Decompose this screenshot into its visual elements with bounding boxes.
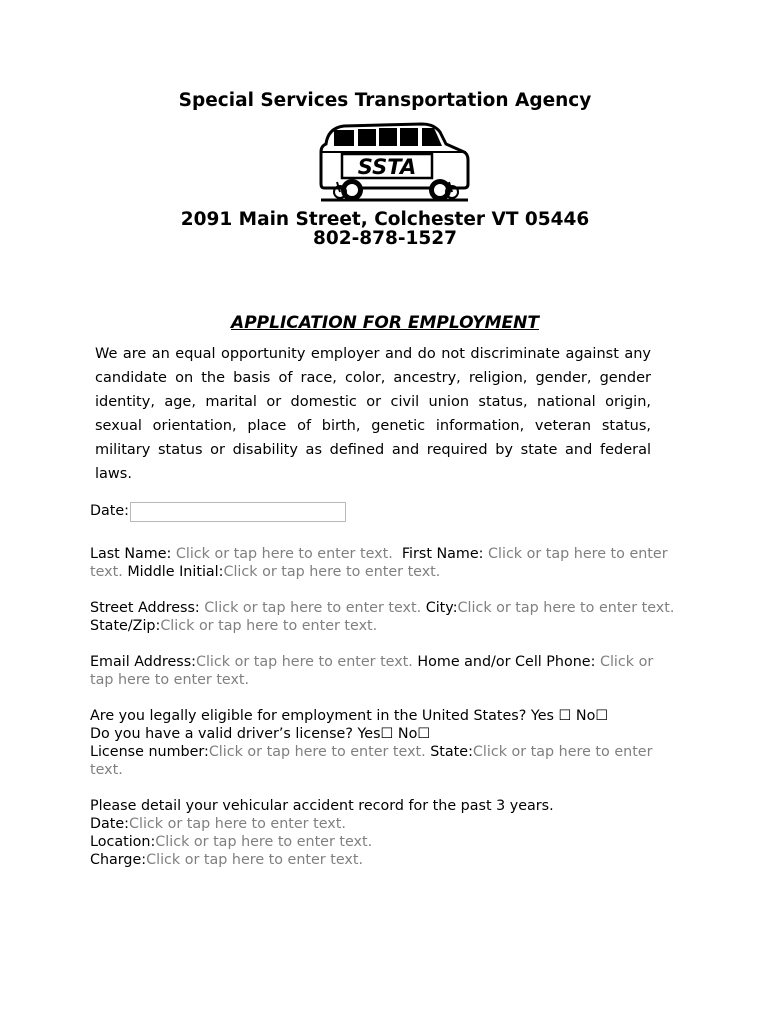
accident-charge-row bbox=[90, 851, 680, 869]
equal-opportunity-statement: We are an equal opportunity employer and do not discriminate against any candidate on the basis of race, color, ancestry, religion, gender, gender identity, age, marital or domestic or civil union status, national origin, sexual orientation, place of birth, genetic information, veteran status, military status or disability as defined and required by state and federal laws. bbox=[95, 346, 651, 482]
accident-heading: Please detail your vehicular accident record for the past 3 years. bbox=[90, 798, 554, 814]
eligibility-row bbox=[90, 707, 680, 725]
eligible-yes-checkbox[interactable]: ☐ bbox=[558, 708, 572, 724]
date-field[interactable] bbox=[130, 502, 346, 522]
license-yes-checkbox[interactable]: ☐ bbox=[380, 726, 394, 742]
city-label: City: bbox=[425, 600, 458, 616]
email-label: Email Address: bbox=[90, 654, 196, 670]
phone-label: Home and/or Cell Phone: bbox=[417, 654, 600, 670]
license-no-checkbox[interactable]: ☐ bbox=[417, 726, 431, 742]
middle-initial-label: Middle Initial: bbox=[127, 564, 224, 580]
accident-location-row bbox=[90, 833, 680, 851]
license-row bbox=[90, 725, 680, 743]
license-state-label: State: bbox=[430, 744, 473, 760]
license-no-label: No bbox=[393, 726, 418, 742]
date-label: Date: bbox=[90, 503, 129, 519]
name-section bbox=[90, 545, 680, 581]
accident-charge-label: Charge: bbox=[90, 852, 147, 868]
email-field[interactable]: Click or tap here to enter text. bbox=[195, 654, 413, 670]
eligibility-section bbox=[90, 707, 680, 779]
license-details-row bbox=[90, 743, 680, 779]
license-question: Do you have a valid driver’s license? Yes bbox=[90, 726, 381, 742]
agency-address: 2091 Main Street, Colchester VT 05446 bbox=[180, 209, 590, 230]
address-section bbox=[90, 599, 680, 635]
accident-date-field[interactable]: Click or tap here to enter text. bbox=[129, 816, 346, 832]
accident-charge-field[interactable]: Click or tap here to enter text. bbox=[146, 852, 363, 868]
date-row bbox=[90, 502, 680, 522]
first-name-field[interactable]: Click or tap here to enter text. bbox=[90, 546, 668, 580]
eligibility-question: Are you legally eligible for employment in the United States? Yes bbox=[90, 708, 559, 724]
middle-initial-field[interactable]: Click or tap here to enter text. bbox=[223, 564, 441, 580]
first-name-label: First Name: bbox=[392, 546, 489, 562]
license-number-label: License number: bbox=[90, 744, 209, 760]
city-field[interactable]: Click or tap here to enter text. bbox=[457, 600, 675, 616]
license-state-field[interactable]: Click or tap here to enter text. bbox=[90, 744, 653, 778]
last-name-field[interactable]: Click or tap here to enter text. bbox=[175, 546, 393, 562]
logo-text: SSTA bbox=[357, 155, 417, 179]
organization-name: Special Services Transportation Agency bbox=[178, 90, 592, 111]
state-zip-label: State/Zip: bbox=[90, 618, 161, 634]
last-name-label: Last Name: bbox=[90, 546, 176, 562]
accident-date-row bbox=[90, 815, 680, 833]
contact-section bbox=[90, 653, 680, 689]
phone-field[interactable]: Click or tap here to enter text. bbox=[90, 654, 654, 688]
accident-location-label: Location: bbox=[90, 834, 156, 850]
accident-date-label: Date: bbox=[90, 816, 129, 832]
form-title: APPLICATION FOR EMPLOYMENT bbox=[231, 313, 539, 333]
accident-location-field[interactable]: Click or tap here to enter text. bbox=[155, 834, 373, 850]
license-number-field[interactable]: Click or tap here to enter text. bbox=[208, 744, 426, 760]
agency-phone: 802-878-1527 bbox=[312, 228, 458, 249]
eligible-no-label: No bbox=[571, 708, 596, 724]
street-address-label: Street Address: bbox=[90, 600, 205, 616]
eligible-no-checkbox[interactable]: ☐ bbox=[595, 708, 609, 724]
ssta-bus-logo bbox=[318, 122, 470, 204]
street-address-field[interactable]: Click or tap here to enter text. bbox=[204, 600, 422, 616]
state-zip-field[interactable]: Click or tap here to enter text. bbox=[160, 618, 378, 634]
accident-section bbox=[90, 797, 680, 869]
